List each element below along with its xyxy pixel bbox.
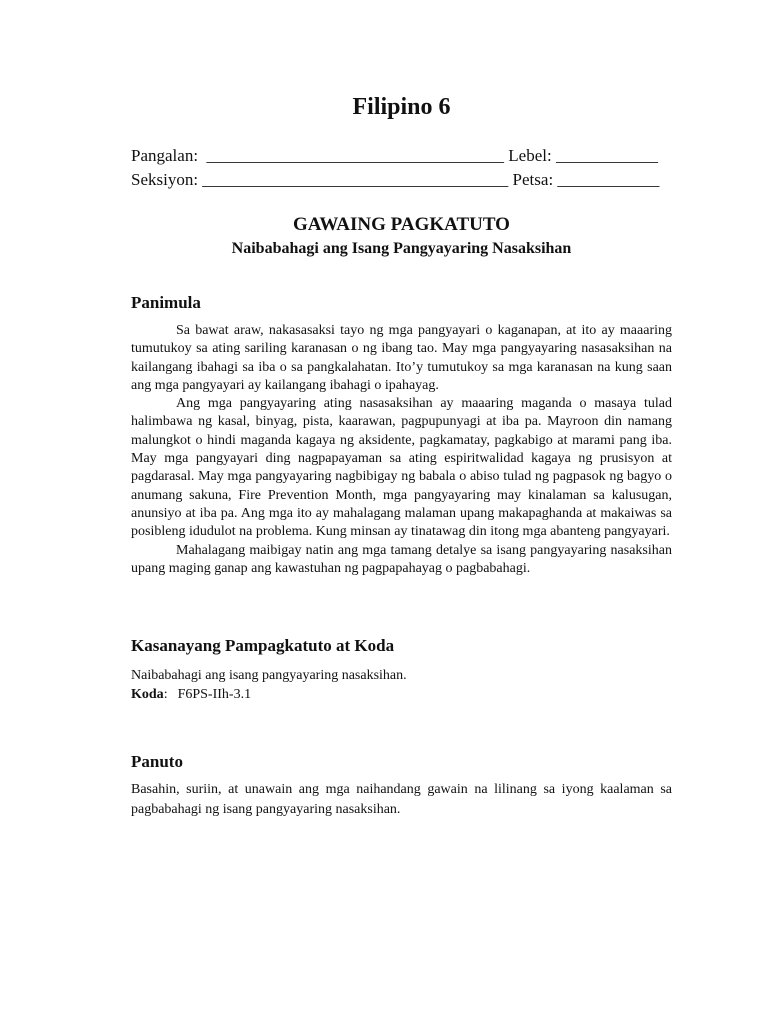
koda-separator: : xyxy=(163,687,168,702)
activity-subheading: Naibabahagi ang Isang Pangyayaring Nasaksihan xyxy=(231,240,572,257)
panuto-heading: Panuto xyxy=(131,752,183,771)
document-title: Filipino 6 xyxy=(352,94,451,120)
koda-line xyxy=(131,685,672,704)
name-grade-fields: Pangalan: ___________________________________ Lebel: ____________ xyxy=(131,146,658,165)
panimula-paragraph-3: Mahalagang maibigay natin ang mga tamang detalye sa isang pangyayaring nasaksihan upang maging ganap ang kawastuhan ng pagpapahayag o pagbabahagi. xyxy=(131,542,672,576)
panimula-heading: Panimula xyxy=(131,293,201,312)
koda-value: F6PS-IIh-3.1 xyxy=(177,687,252,702)
activity-heading: GAWAING PAGKATUTO xyxy=(293,214,510,235)
kasanayan-heading: Kasanayang Pampagkatuto at Koda xyxy=(131,636,395,655)
kasanayan-body xyxy=(131,666,672,704)
panimula-paragraph-1: Sa bawat araw, nakasasaksi tayo ng mga pangyayari o kaganapan, at ito ay maaaring tumutukoy sa ating sariling karanasan o ng ibang tao. May mga pangyayaring nasasaksihan na kailangang ibahagi sa iba o sa pangkalahatan. Ito’y tumutukoy sa mga karanasan na kung saan ang mga pangyayari ay kailangang ibahagi o ipahayag. xyxy=(131,323,672,393)
section-date-fields: Seksiyon: ____________________________________ Petsa: ____________ xyxy=(131,170,660,189)
koda-label: Koda xyxy=(131,687,164,702)
panimula-body xyxy=(131,322,672,578)
panimula-paragraph-2: Ang mga pangyayaring ating nasasaksihan ay maaaring maganda o masaya tulad halimbawa ng kasal, binyag, pista, kaarawan, pagpupunyagi at iba pa. Mayroon din namang malungkot o hindi maganda kagaya ng aksidente, pagkamatay, pagkabigo at marami pang iba. May mga pangyayari ding nagpapayaman sa ating espiritwalidad kagaya ng prusisyon at pagdarasal. May mga pangyayaring nagbibigay ng babala o abiso tulad ng pagpasok ng bagyo o anumang sakuna, Fire Prevention Month, mga pangyayaring may kinalaman sa kalusugan, anunsiyo at iba pa. Ang mga ito ay mahalagang malaman upang makapaghanda at makaiwas sa posibleng idudulot na problema. Kung minsan ay tinatawag din itong mga abanteng pangyayari. xyxy=(131,396,672,540)
competency-text: Naibabahagi ang isang pangyayaring nasaksihan. xyxy=(131,668,407,683)
panuto-text: Basahin, suriin, at unawain ang mga naihandang gawain na lilinang sa iyong kaalaman sa pagbabahagi ng isang pangyayaring nasaksihan. xyxy=(131,782,672,817)
